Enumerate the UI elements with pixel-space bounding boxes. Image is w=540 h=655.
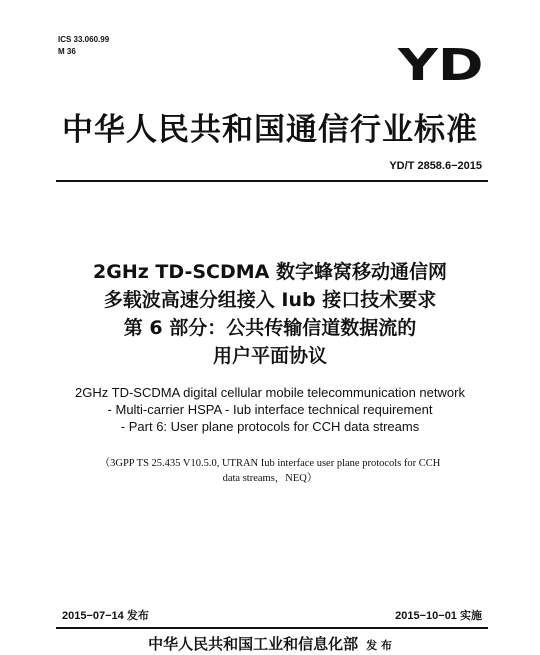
english-title-line: 2GHz TD-SCDMA digital cellular mobile telecommunication network [75,385,465,400]
chinese-title-line: 多载波高速分组接入 Iub 接口技术要求 [103,289,437,311]
yd-logo: YD [398,40,484,91]
equivalence-line: （3GPP TS 25.435 V10.5.0, UTRAN Iub interface user plane protocols for CCH [99,458,441,469]
english-title-line: - Multi-carrier HSPA - Iub interface technical requirement [107,402,433,417]
standard-category-title: 中华人民共和国通信行业标准 [62,112,478,148]
chinese-title-line: 用户平面协议 [212,345,327,367]
standard-number: YD/T 2858.6−2015 [389,160,482,172]
classification-codes [58,34,109,58]
chinese-title [0,258,540,370]
chinese-title-line: 第 6 部分：公共传输信道数据流的 [123,317,417,339]
english-title [0,384,540,435]
ics-code: ICS 33.060.99 [58,35,110,44]
issuing-authority [0,633,540,654]
issuer-verb: 发 布 [366,639,392,652]
issue-date: 2015−07−14 发布 [62,610,149,622]
top-divider [56,180,488,182]
implementation-date: 2015−10−01 实施 [395,610,482,622]
english-title-line: - Part 6: User plane protocols for CCH data streams [120,419,420,434]
chinese-title-line: 2GHz TD-SCDMA 数字蜂窝移动通信网 [93,261,447,283]
equivalence-note [0,456,540,486]
class-code: M 36 [58,47,76,56]
issuer-name: 中华人民共和国工业和信息化部 [148,635,359,653]
bottom-divider [56,627,488,629]
equivalence-line: data streams，NEQ） [222,473,318,484]
